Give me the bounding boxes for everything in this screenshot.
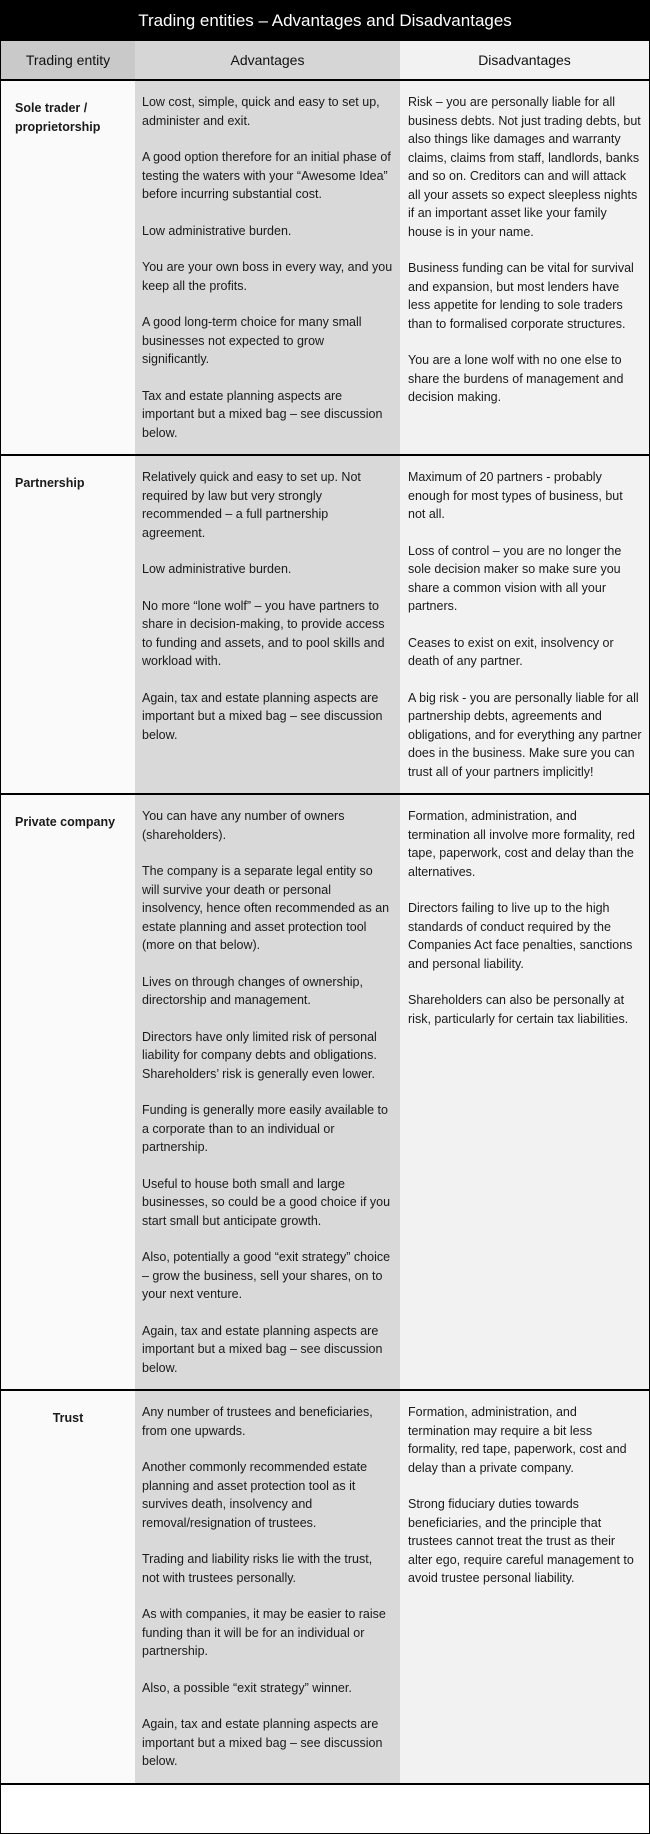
advantage-paragraph: You can have any number of owners (shareholders).	[142, 809, 345, 842]
disadvantages-cell	[400, 455, 649, 794]
table-row	[1, 455, 649, 794]
advantage-paragraph: Low cost, simple, quick and easy to set up, administer and exit.	[142, 95, 380, 128]
advantage-paragraph: Useful to house both small and large businesses, so could be a good choice if you start small but anticipate growth.	[142, 1176, 391, 1228]
disadvantage-paragraph: Directors failing to live up to the high standards of conduct required by the Companies Act face penalties, sanctions and personal liability.	[408, 901, 633, 971]
advantage-paragraph: Again, tax and estate planning aspects are important but a mixed bag – see discussion below.	[142, 1323, 383, 1375]
disadvantage-paragraph: You are a lone wolf with no one else to share the burdens of management and decision making.	[408, 353, 624, 404]
header-row	[1, 41, 649, 80]
disadvantages-cell	[400, 80, 649, 455]
advantage-paragraph: Funding is generally more easily available to a corporate than to an individual or partnership.	[142, 1103, 388, 1154]
entity-name: Partnership	[1, 455, 135, 794]
advantage-paragraph: Also, potentially a good “exit strategy” choice – grow the business, sell your shares, on to your next venture.	[142, 1250, 391, 1301]
comparison-table	[1, 41, 649, 1785]
entity-name: Private company	[1, 794, 135, 1390]
advantages-cell	[135, 1390, 400, 1784]
table-title: Trading entities – Advantages and Disadvantages	[1, 1, 649, 41]
advantage-paragraph: Low administrative burden.	[142, 223, 292, 238]
table-row	[1, 80, 649, 455]
advantage-paragraph: No more “lone wolf” – you have partners to share in decision-making, to provide access to funding and assets, and to pool skills and workload with.	[142, 598, 385, 668]
disadvantage-paragraph: Maximum of 20 partners - probably enough for most types of business, but not all.	[408, 470, 623, 521]
advantage-paragraph: A good long-term choice for many small businesses not expected to grow significantly.	[142, 315, 362, 366]
disadvantage-paragraph: A big risk - you are personally liable for all partnership debts, agreements and obligations, and for everything any partner does in the business. Make sure you can trust all of your partners implicitly!	[408, 690, 642, 779]
advantage-paragraph: Directors have only limited risk of personal liability for company debts and obligations. Shareholders’ risk is generally even lower.	[142, 1029, 377, 1081]
header-trading-entity: Trading entity	[1, 41, 135, 80]
advantage-paragraph: Low administrative burden.	[142, 562, 292, 576]
header-disadvantages: Disadvantages	[400, 41, 649, 80]
header-advantages: Advantages	[135, 41, 400, 80]
disadvantage-paragraph: Strong fiduciary duties towards beneficiaries, and the principle that trustees cannot treat the trust as their alter ego, require careful management to avoid trustee personal liability.	[408, 1497, 634, 1585]
table-row	[1, 794, 649, 1390]
advantages-cell	[135, 794, 400, 1390]
advantage-paragraph: As with companies, it may be easier to raise funding than it will be for an individual or partnership.	[142, 1607, 386, 1658]
table-row	[1, 1390, 649, 1784]
advantage-paragraph: Trading and liability risks lie with the trust, not with trustees personally.	[142, 1552, 373, 1585]
disadvantage-paragraph: Ceases to exist on exit, insolvency or death of any partner.	[408, 635, 614, 668]
disadvantage-paragraph: Formation, administration, and termination may require a bit less formality, red tape, paperwork, cost and delay than a private company.	[408, 1405, 627, 1475]
advantage-paragraph: Another commonly recommended estate planning and asset protection tool as it survives death, insolvency and removal/resignation of trustees.	[142, 1460, 368, 1530]
advantage-paragraph: Any number of trustees and beneficiaries, from one upwards.	[142, 1405, 373, 1438]
advantage-paragraph: Relatively quick and easy to set up. Not required by law but very strongly recommended – a full partnership agreement.	[142, 470, 361, 540]
disadvantage-paragraph: Business funding can be vital for survival and expansion, but most lenders have less appetite for lending to sole traders than to formalised corporate structures.	[408, 261, 634, 331]
advantage-paragraph: Again, tax and estate planning aspects are important but a mixed bag – see discussion below.	[142, 690, 383, 742]
advantage-paragraph: You are your own boss in every way, and you keep all the profits.	[142, 260, 393, 293]
disadvantages-cell	[400, 794, 649, 1390]
advantage-paragraph: Tax and estate planning aspects are important but a mixed bag – see discussion below.	[142, 388, 383, 440]
advantages-cell	[135, 80, 400, 455]
disadvantage-paragraph: Loss of control – you are no longer the sole decision maker so make sure you share a common vision with all your partners.	[408, 543, 622, 613]
advantage-paragraph: A good option therefore for an initial phase of testing the waters with your “Awesome Idea” before incurring substantial cost.	[142, 150, 391, 201]
advantage-paragraph: The company is a separate legal entity so will survive your death or personal insolvency, hence often recommended as an estate planning and asset protection tool (more on that below).	[142, 864, 390, 952]
disadvantage-paragraph: Formation, administration, and termination all involve more formality, red tape, paperwork, cost and delay than the alternatives.	[408, 809, 635, 879]
entity-name: Trust	[1, 1390, 135, 1784]
advantage-paragraph: Also, a possible “exit strategy” winner.	[142, 1680, 352, 1695]
advantage-paragraph: Again, tax and estate planning aspects are important but a mixed bag – see discussion below.	[142, 1717, 383, 1768]
advantage-paragraph: Lives on through changes of ownership, directorship and management.	[142, 974, 363, 1007]
entity-name: Sole trader / proprietorship	[1, 80, 135, 455]
disadvantage-paragraph: Shareholders can also be personally at risk, particularly for certain tax liabilities.	[408, 993, 629, 1026]
advantages-cell	[135, 455, 400, 794]
disadvantage-paragraph: Risk – you are personally liable for all business debts. Not just trading debts, but also things like damages and warranty claims, claims from staff, landlords, banks and so on. Creditors can and will attack all your assets so expect sleepless nights if an important asset like your family house is in your name.	[408, 95, 641, 239]
disadvantages-cell	[400, 1390, 649, 1784]
